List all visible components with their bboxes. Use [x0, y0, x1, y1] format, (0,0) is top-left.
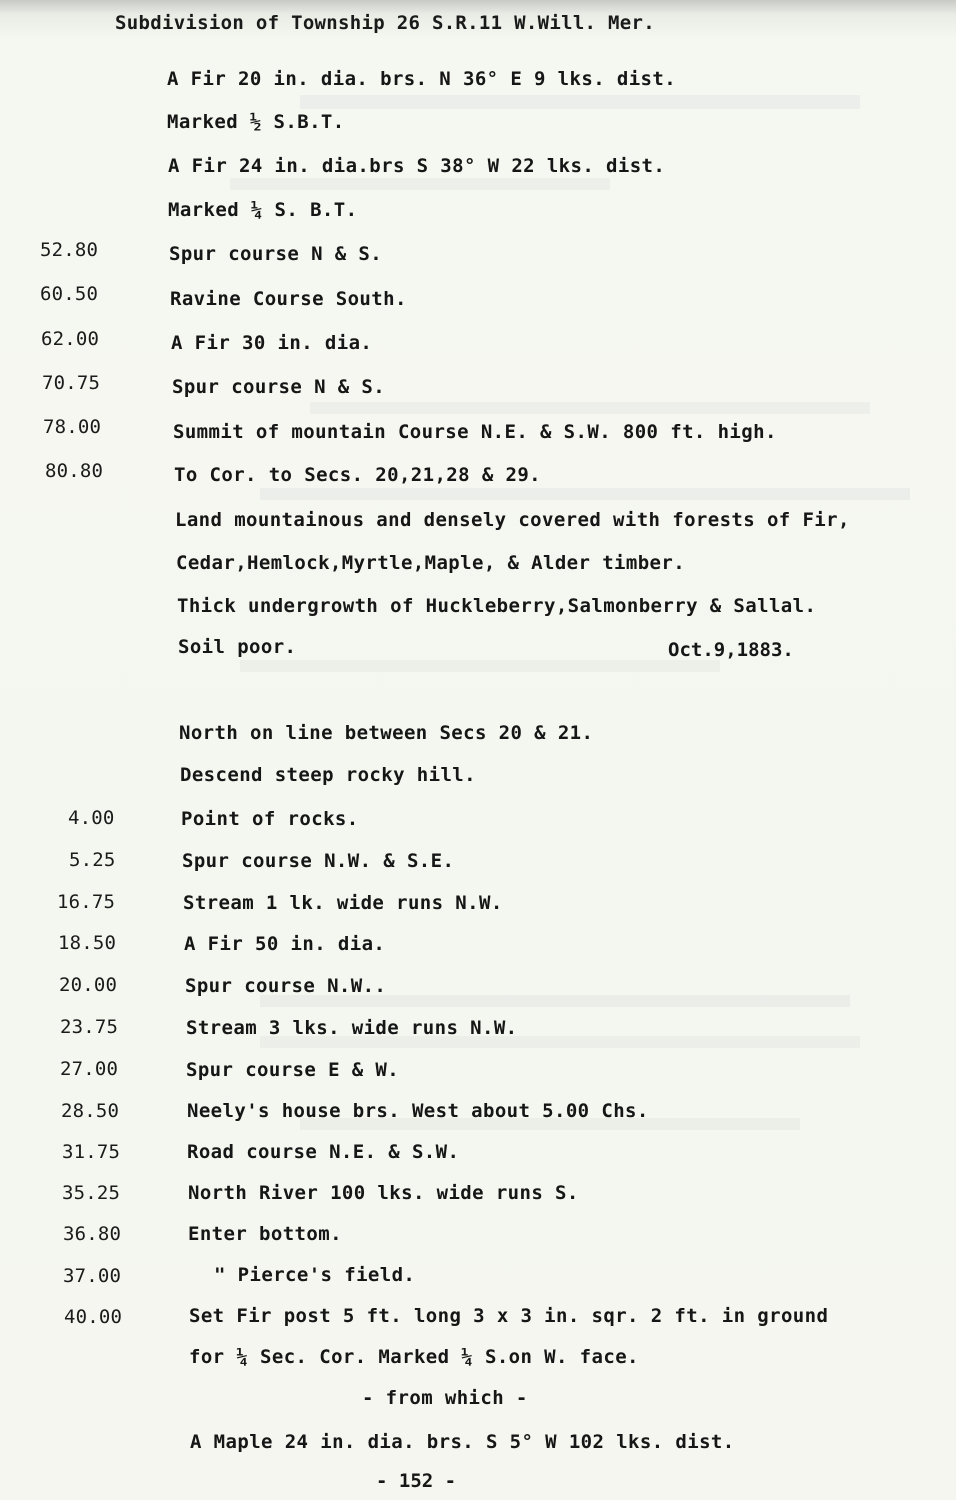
distance-value: 70.75 — [42, 372, 101, 394]
distance-value: 5.25 — [69, 849, 116, 871]
distance-value: 60.50 — [40, 283, 99, 305]
entry-text: Spur course E & W. — [186, 1059, 400, 1081]
distance-value: 78.00 — [43, 416, 102, 438]
entry-text: A Fir 20 in. dia. brs. N 36° E 9 lks. dist. — [167, 68, 677, 90]
page-title: Subdivision of Township 26 S.R.11 W.Will. Mer. — [115, 12, 655, 34]
entry-text: Spur course N.W.. — [185, 975, 387, 997]
entry-text: Spur course N & S. — [172, 376, 386, 398]
entry-text: Ravine Course South. — [170, 288, 407, 310]
entry-text: Set Fir post 5 ft. long 3 x 3 in. sqr. 2 ft. in ground — [189, 1305, 829, 1327]
entry-text: Soil poor. — [178, 636, 297, 658]
distance-value: 28.50 — [61, 1100, 120, 1122]
distance-value: 35.25 — [62, 1182, 121, 1204]
distance-value: 31.75 — [62, 1141, 121, 1163]
entry-text: Marked ¼ S. B.T. — [168, 199, 358, 221]
distance-value: 37.00 — [63, 1265, 122, 1287]
entry-text: " Pierce's field. — [214, 1264, 416, 1286]
distance-value: 18.50 — [58, 932, 117, 954]
distance-value: 23.75 — [60, 1016, 119, 1038]
distance-value: 80.80 — [45, 460, 104, 482]
distance-value: 16.75 — [57, 891, 116, 913]
entry-text: Spur course N & S. — [169, 243, 383, 265]
entry-text: A Fir 50 in. dia. — [184, 933, 386, 955]
entry-text: Enter bottom. — [188, 1223, 342, 1245]
entry-text: Marked ½ S.B.T. — [167, 111, 345, 133]
entry-text: Stream 1 lk. wide runs N.W. — [183, 892, 503, 914]
entry-text: Thick undergrowth of Huckleberry,Salmonberry & Sallal. — [177, 595, 817, 617]
distance-value: 36.80 — [63, 1223, 122, 1245]
distance-value: 4.00 — [68, 807, 115, 829]
entry-text: Neely's house brs. West about 5.00 Chs. — [187, 1100, 649, 1122]
distance-value: 62.00 — [41, 328, 100, 350]
entry-text: Road course N.E. & S.W. — [187, 1141, 460, 1163]
entry-text: for ¼ Sec. Cor. Marked ¼ S.on W. face. — [189, 1346, 639, 1368]
entry-text: North River 100 lks. wide runs S. — [188, 1182, 579, 1204]
distance-value: 40.00 — [64, 1306, 123, 1328]
entry-text: A Fir 24 in. dia.brs S 38° W 22 lks. dist. — [168, 155, 666, 177]
entry-text: Spur course N.W. & S.E. — [182, 850, 455, 872]
entry-text: A Fir 30 in. dia. — [171, 332, 373, 354]
entry-date: Oct.9,1883. — [668, 639, 794, 661]
entry-text: Land mountainous and densely covered with forests of Fir, — [175, 509, 850, 531]
entry-text: North on line between Secs 20 & 21. — [179, 722, 594, 744]
entry-text: Cedar,Hemlock,Myrtle,Maple, & Alder timber. — [176, 552, 686, 574]
page-number: - 152 - — [376, 1470, 457, 1492]
entry-text: Descend steep rocky hill. — [180, 764, 476, 786]
entry-text: Summit of mountain Course N.E. & S.W. 800 ft. high. — [173, 421, 777, 443]
entry-text: Point of rocks. — [181, 808, 359, 830]
entry-text: To Cor. to Secs. 20,21,28 & 29. — [174, 464, 542, 486]
distance-value: 20.00 — [59, 974, 118, 996]
entry-text: A Maple 24 in. dia. brs. S 5° W 102 lks. dist. — [190, 1431, 735, 1453]
distance-value: 52.80 — [40, 239, 99, 261]
entry-text: - from which - — [362, 1387, 528, 1409]
entry-text: Stream 3 lks. wide runs N.W. — [186, 1017, 518, 1039]
distance-value: 27.00 — [60, 1058, 119, 1080]
